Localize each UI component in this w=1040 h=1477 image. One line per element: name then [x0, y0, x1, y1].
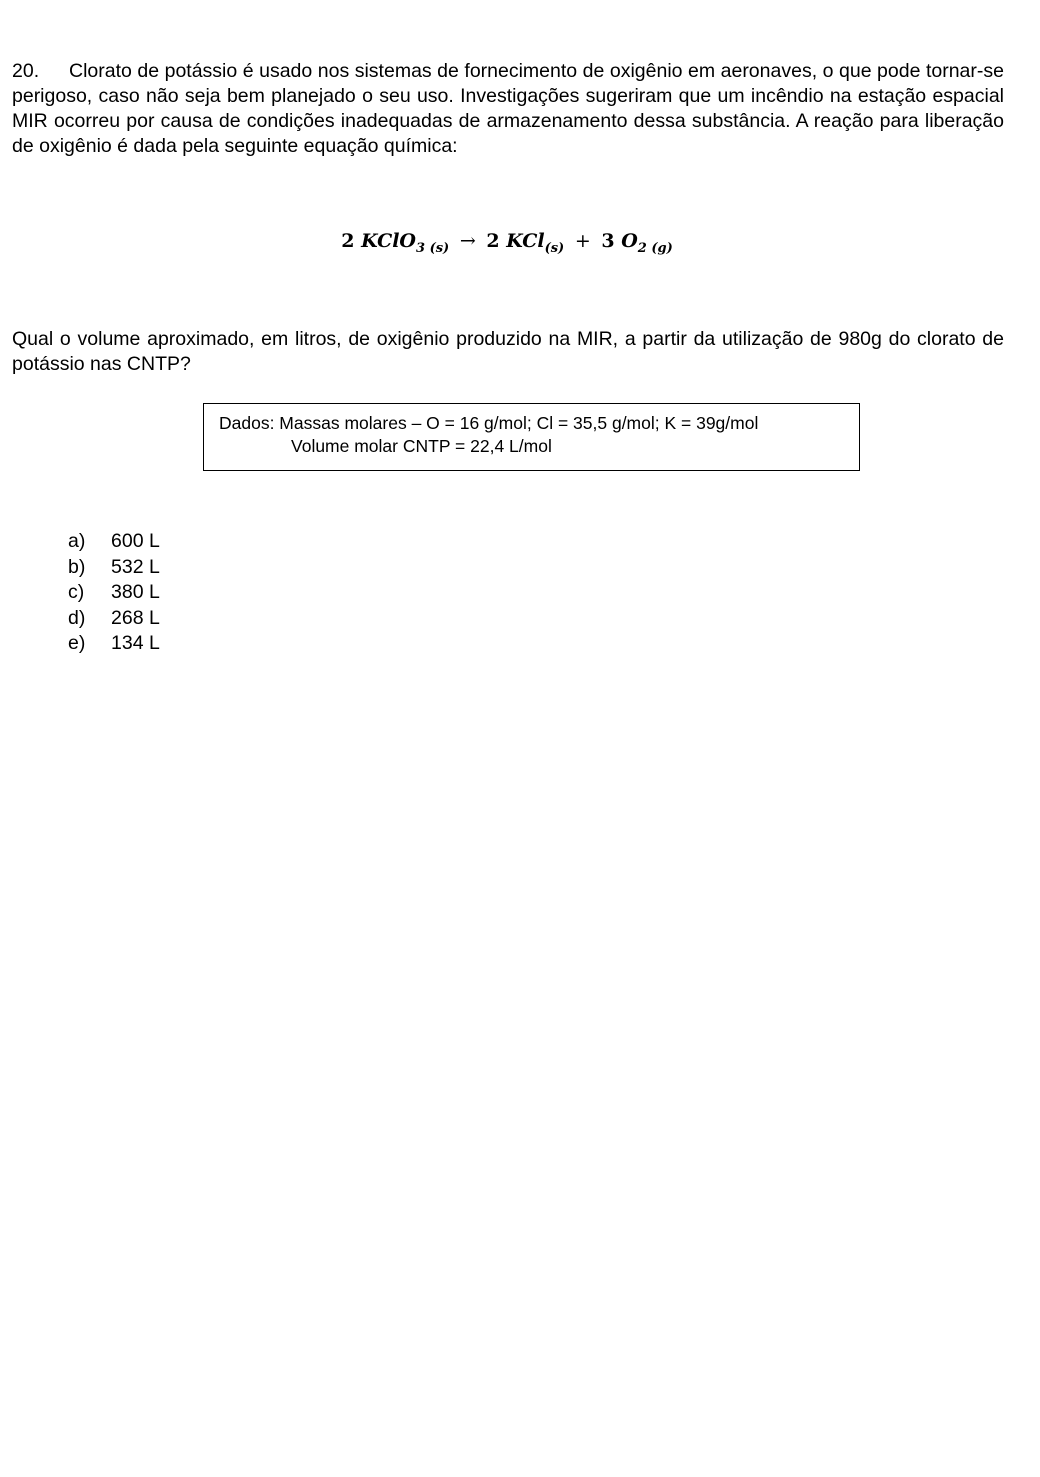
option-b [68, 555, 160, 581]
option-a [68, 529, 160, 555]
option-c [68, 580, 160, 606]
eq-product-1-sub: (s) [544, 241, 565, 256]
data-box [203, 403, 860, 471]
eq-product-2-sub: 2 (g) [637, 241, 673, 256]
option-value: 600 L [111, 530, 160, 552]
option-value: 268 L [111, 606, 160, 629]
option-letter: c) [68, 581, 85, 603]
eq-reactant: KClO [361, 230, 416, 252]
answer-options [68, 529, 160, 657]
eq-coef-2: 2 [486, 230, 500, 252]
question-number: 20. [12, 60, 40, 82]
question-text: Clorato de potássio é usado nos sistemas de fornecimento de oxigênio em aeronaves, o que pode tornar-se perigoso, caso não seja bem planejado o seu uso. Investigações sugeriram que um incêndio na estação espacial MIR ocorreu por causa de condições inadequadas de armazenamento dessa substância. A reação para liberação de oxigênio é dada pela seguinte equação química: [12, 60, 1004, 157]
option-letter: e) [68, 632, 86, 654]
option-letter: b) [68, 555, 86, 578]
eq-product-2: O [621, 230, 638, 252]
question-statement [12, 59, 1004, 159]
option-value: 380 L [111, 581, 160, 603]
option-e [68, 631, 160, 657]
eq-coef-3: 3 [601, 230, 615, 252]
option-letter: a) [68, 530, 86, 552]
eq-plus: + [574, 230, 591, 252]
chemical-equation [0, 226, 1014, 256]
option-d [68, 606, 160, 632]
question-prompt: Qual o volume aproximado, em litros, de oxigênio produzido na MIR, a partir da utilização de 980g do clorato de potássio nas CNTP? [12, 328, 1004, 375]
data-line-molar-masses: Dados: Massas molares – O = 16 g/mol; Cl = 35,5 g/mol; K = 39g/mol [219, 413, 759, 433]
eq-arrow: → [459, 230, 476, 252]
eq-reactant-sub: 3 (s) [416, 241, 450, 256]
option-letter: d) [68, 606, 86, 629]
eq-product-1: KCl [506, 230, 545, 252]
option-value: 134 L [111, 632, 160, 654]
data-line-molar-volume: Volume molar CNTP = 22,4 L/mol [291, 436, 552, 456]
eq-coef-1: 2 [341, 230, 355, 252]
option-value: 532 L [111, 555, 160, 578]
